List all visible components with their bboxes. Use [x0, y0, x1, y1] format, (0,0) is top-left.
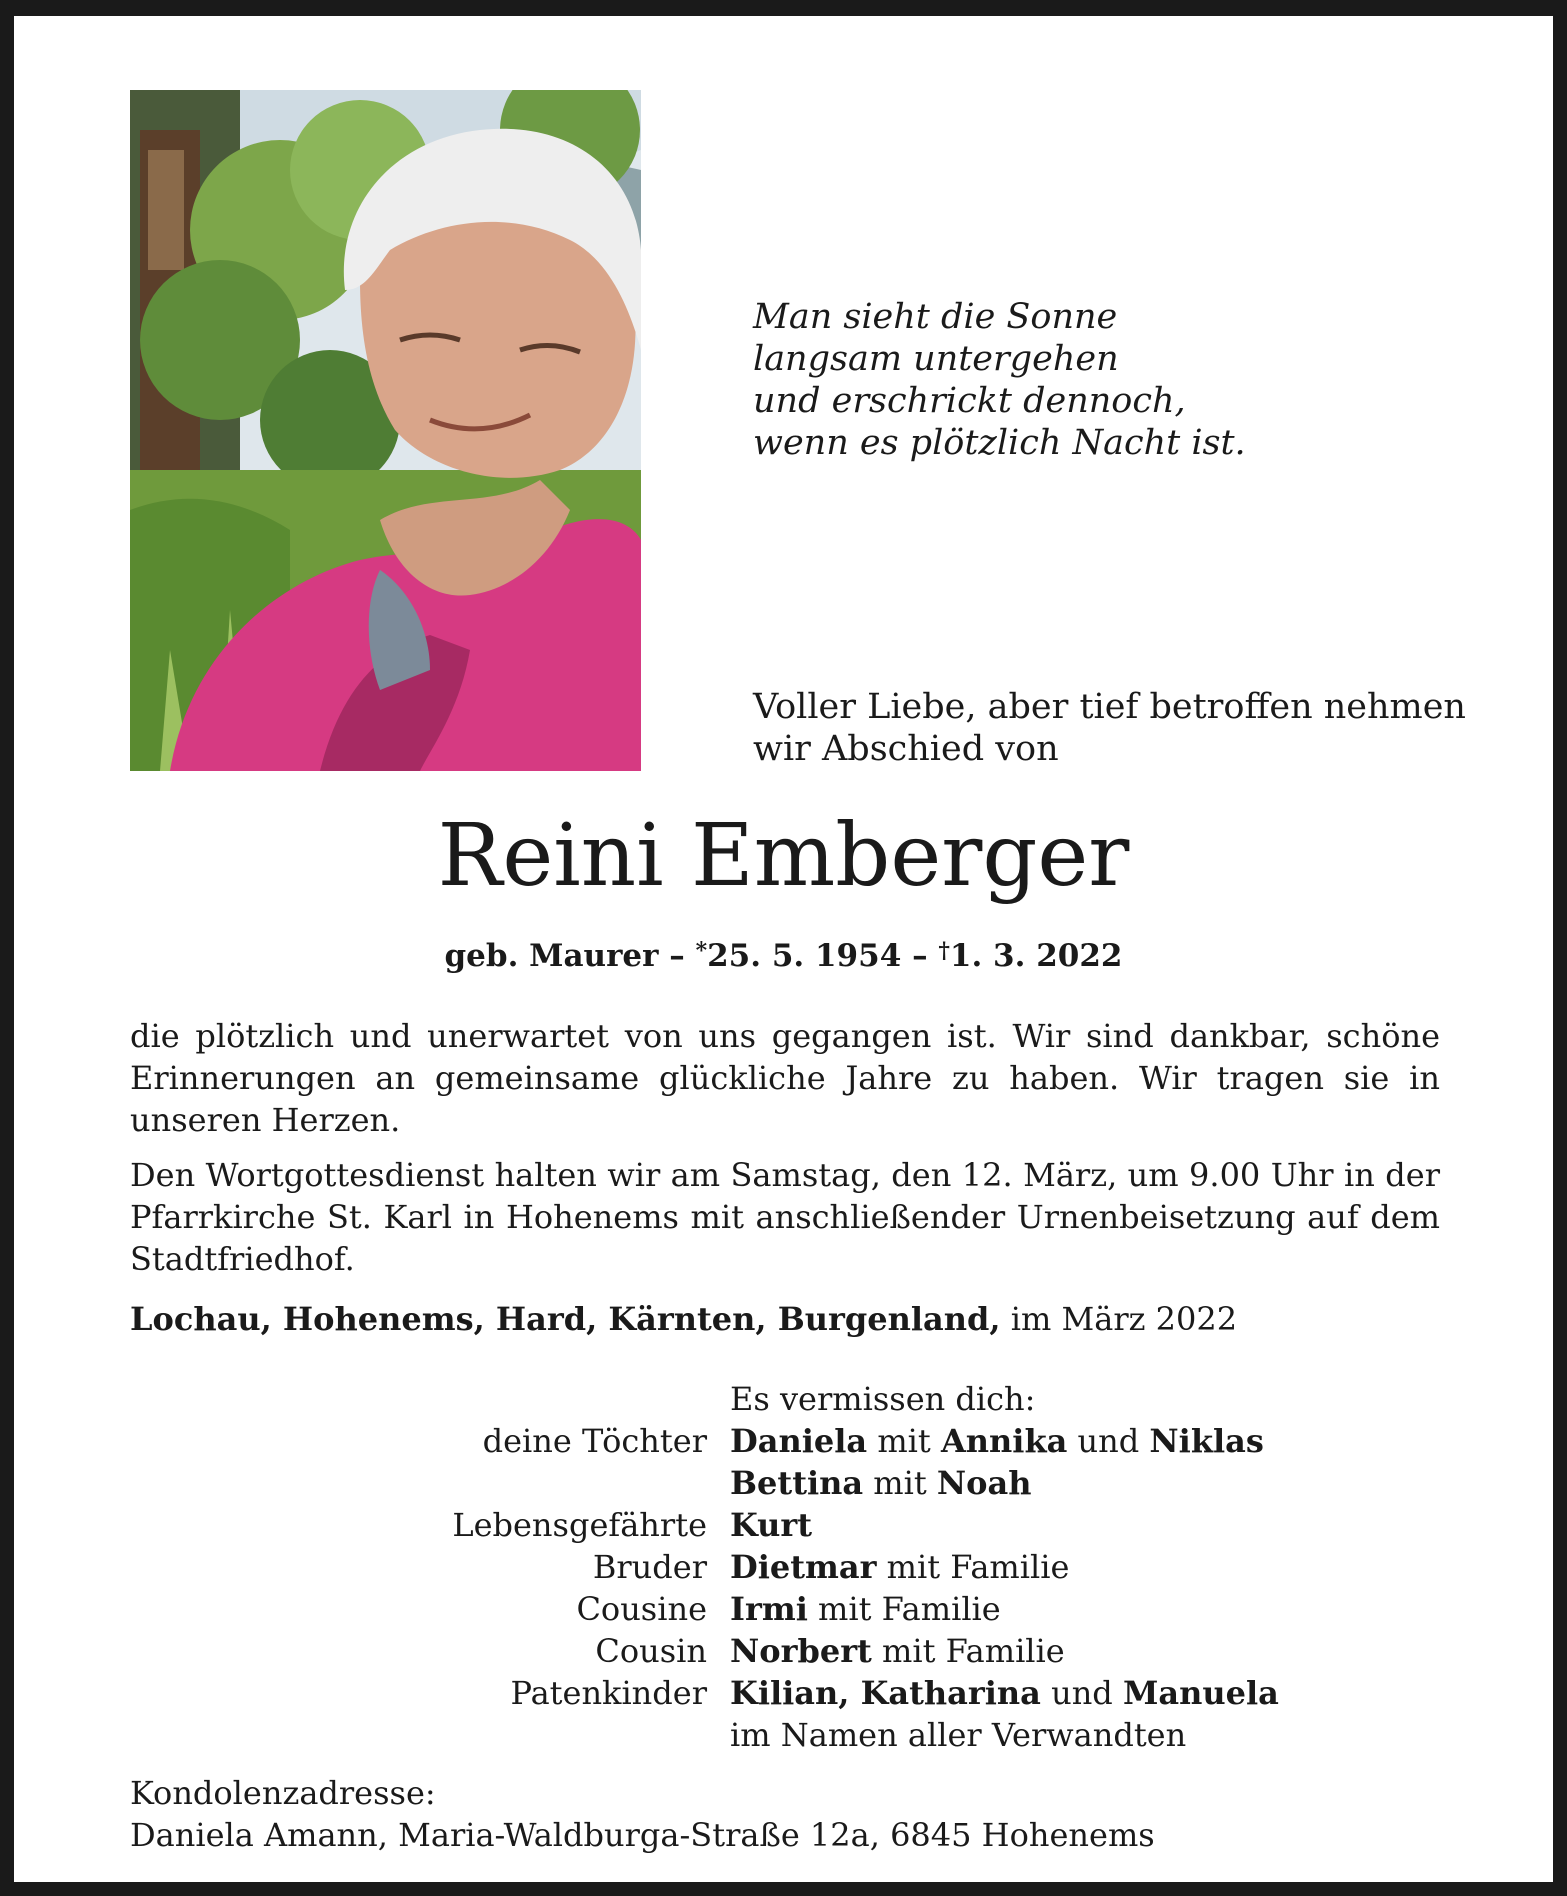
relation-label: Bruder: [592, 1548, 707, 1586]
relation-label: Lebensgefährte: [452, 1506, 707, 1544]
life-dates: [0, 930, 1567, 977]
quote-line: und erschrickt dennoch,: [753, 381, 1186, 421]
birth-symbol: *: [695, 938, 708, 964]
survivor-name: Norbert: [730, 1632, 872, 1670]
memorial-quote: [753, 296, 1473, 464]
survivor-row: Cousin Norbert mit Familie: [130, 1630, 1460, 1672]
survivor-name: Irmi: [730, 1590, 808, 1628]
body-paragraph: die plötzlich und unerwartet von uns gegangen ist. Wir sind dankbar, schöne Erinnerungen an gemeinsame glückliche Jahre zu haben. Wir tragen sie in unseren Herzen.: [130, 1017, 1440, 1139]
places-line: [130, 1298, 1450, 1340]
birth-name: geb. Maurer: [444, 938, 659, 974]
survivor-row: Bruder Dietmar mit Familie: [130, 1546, 1460, 1588]
birth-date: 25. 5. 1954: [707, 938, 902, 974]
place-names: Lochau, Hohenems, Hard, Kärnten, Burgenland,: [130, 1300, 1001, 1338]
survivor-name: Daniela: [730, 1422, 868, 1460]
survivor-name: Kurt: [730, 1506, 813, 1544]
survivor-name: Bettina: [730, 1464, 864, 1502]
intro-line: Voller Liebe, aber tief betroffen nehmen: [753, 687, 1466, 727]
survivors-heading-row: [130, 1378, 1460, 1420]
relation-label: Cousine: [576, 1590, 707, 1628]
condolence-address-line: Daniela Amann, Maria-Waldburga-Straße 12a, 6845 Hohenems: [130, 1816, 1155, 1854]
separator: –: [912, 938, 928, 974]
death-date: 1. 3. 2022: [949, 938, 1123, 974]
survivor-name: Kilian, Katharina: [730, 1674, 1041, 1712]
survivor-name: Noah: [936, 1464, 1032, 1502]
condolence-address: [130, 1772, 1450, 1856]
quote-line: Man sieht die Sonne: [753, 297, 1118, 337]
death-symbol: †: [938, 938, 950, 964]
survivor-name: Annika: [940, 1422, 1068, 1460]
survivor-row: [130, 1504, 1460, 1546]
survivor-row: deine Töchter Daniela mit Annika und Niklas: [130, 1420, 1460, 1462]
survivor-name: Manuela: [1122, 1674, 1279, 1712]
portrait-image: [130, 90, 641, 771]
quote-line: langsam untergehen: [753, 339, 1119, 379]
survivors-list: [130, 1378, 1460, 1756]
separator: –: [669, 938, 685, 974]
relation-label: [130, 1462, 730, 1504]
portrait-photo: [130, 90, 641, 771]
farewell-intro: [753, 686, 1493, 770]
deceased-name: Reini Emberger: [437, 806, 1130, 906]
quote-line: wenn es plötzlich Nacht ist.: [753, 423, 1246, 463]
service-paragraph: Den Wortgottesdienst halten wir am Samstag, den 12. März, um 9.00 Uhr in der Pfarrkirche St. Karl in Hohenems mit anschließender Urnenbeisetzung auf dem Stadtfriedhof.: [130, 1156, 1440, 1278]
survivors-heading: Es vermissen dich:: [730, 1380, 1036, 1418]
relation-label: Patenkinder: [510, 1674, 707, 1712]
intro-line: wir Abschied von: [753, 729, 1059, 769]
survivor-name: Dietmar: [730, 1548, 877, 1586]
survivors-closing: im Namen aller Verwandten: [730, 1716, 1187, 1754]
relation-label: Cousin: [595, 1632, 707, 1670]
survivor-name: Niklas: [1149, 1422, 1264, 1460]
survivor-row: Cousine Irmi mit Familie: [130, 1588, 1460, 1630]
survivors-closing-row: [130, 1714, 1460, 1756]
place-date: im März 2022: [1010, 1300, 1238, 1338]
survivor-row: Patenkinder Kilian, Katharina und Manuela: [130, 1672, 1460, 1714]
relation-label: deine Töchter: [482, 1422, 707, 1460]
condolence-label: Kondolenzadresse:: [130, 1774, 436, 1812]
survivor-row: Bettina mit Noah: [130, 1462, 1460, 1504]
